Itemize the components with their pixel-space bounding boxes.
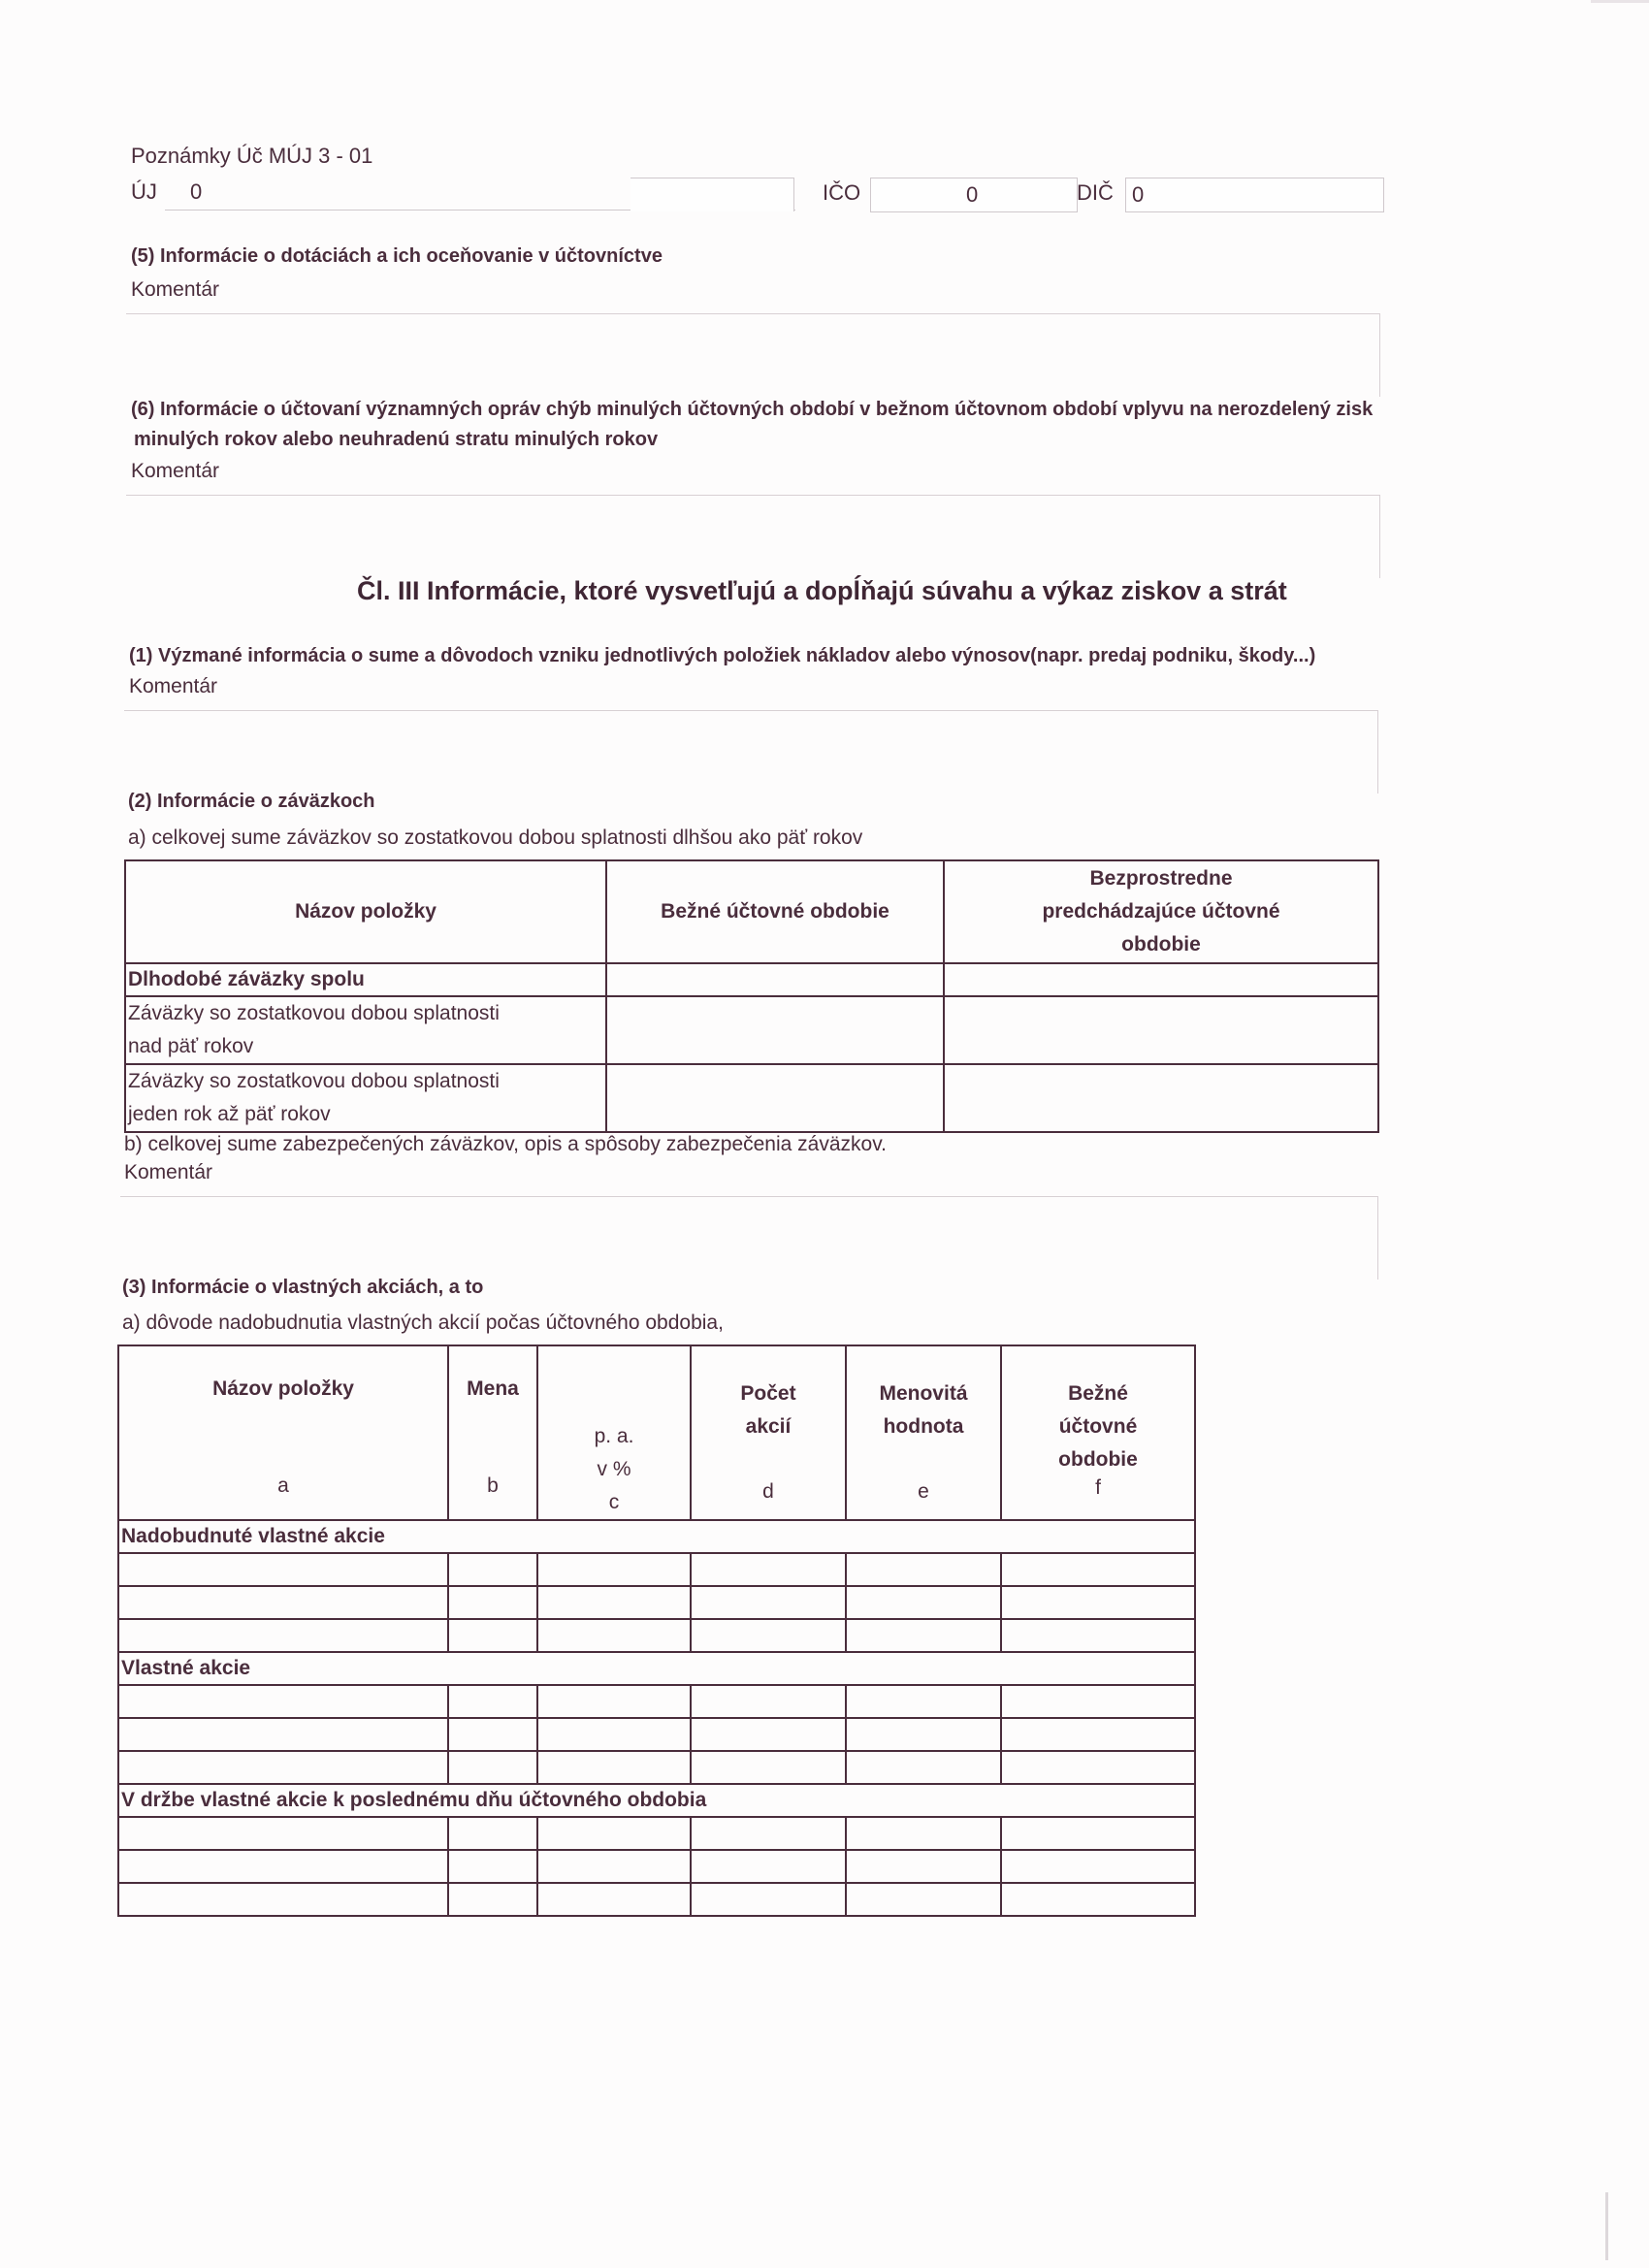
group-own-shares: Vlastné akcie (118, 1652, 1195, 1685)
table-row (118, 1718, 1195, 1751)
c2-sub-b: b) celkovej sume zabezpečených záväzkov, opis a spôsoby zabezpečenia záväzkov. (124, 1133, 887, 1155)
section-6-title-line2: minulých rokov alebo neuhradenú stratu minulých rokov (134, 429, 659, 450)
cell[interactable] (1001, 1883, 1195, 1916)
cell[interactable] (537, 1850, 691, 1883)
uj-label: ÚJ (131, 179, 157, 204)
header-current-period-line2: účtovné (1058, 1415, 1138, 1438)
cell[interactable] (448, 1883, 537, 1916)
cell[interactable] (118, 1751, 448, 1784)
table-row (125, 996, 1378, 1064)
cell[interactable] (691, 1850, 846, 1883)
header-previous-line1: Bezprostredne (1089, 867, 1233, 890)
cell[interactable] (1001, 1718, 1195, 1751)
cell[interactable] (448, 1685, 537, 1718)
table-row (118, 1685, 1195, 1718)
dic-label: DIČ (1077, 180, 1114, 205)
liabilities-table (124, 859, 1379, 1133)
section-6-comment-box[interactable] (126, 495, 1380, 578)
cell[interactable] (846, 1718, 1001, 1751)
form-name: Poznámky Úč MÚJ 3 - 01 (131, 144, 373, 168)
header-share-count-line1: Počet (740, 1382, 796, 1405)
cell-current[interactable] (606, 1064, 944, 1132)
table-row (118, 1619, 1195, 1652)
header-nominal-value-line2: hodnota (883, 1415, 964, 1438)
c2-sub-a: a) celkovej sume záväzkov so zostatkovou dobou splatnosti dlhšou ako päť rokov (128, 826, 863, 849)
cell[interactable] (448, 1718, 537, 1751)
cell[interactable] (448, 1751, 537, 1784)
cell[interactable] (846, 1883, 1001, 1916)
dic-value: 0 (1132, 182, 1145, 207)
cell[interactable] (846, 1850, 1001, 1883)
cell[interactable] (118, 1850, 448, 1883)
header-rate (537, 1345, 691, 1520)
scan-edge-mark (1605, 2192, 1608, 2260)
header-currency-text: Mena (467, 1377, 519, 1400)
header-letter-e: e (918, 1480, 929, 1503)
cell[interactable] (691, 1553, 846, 1586)
header-item-name: Názov položky (125, 860, 606, 963)
row-one-to-five-years (125, 1064, 606, 1132)
cell[interactable] (691, 1883, 846, 1916)
cell[interactable] (448, 1619, 537, 1652)
row-over-five-years (125, 996, 606, 1064)
cell[interactable] (691, 1817, 846, 1850)
section-5-comment-label: Komentár (131, 278, 220, 301)
c3-title: (3) Informácie o vlastných akciách, a to (122, 1277, 484, 1298)
group-row (118, 1520, 1195, 1553)
c3-sub-a: a) dôvode nadobudnutia vlastných akcií počas účtovného obdobia, (122, 1312, 724, 1334)
group-acquired-shares: Nadobudnuté vlastné akcie (118, 1520, 1195, 1553)
table-row (118, 1850, 1195, 1883)
c2-comment-label: Komentár (124, 1161, 213, 1183)
cell[interactable] (691, 1751, 846, 1784)
cell[interactable] (537, 1685, 691, 1718)
header-letter-a: a (277, 1474, 289, 1497)
header-previous-line3: obdobie (1121, 933, 1201, 956)
cell[interactable] (118, 1619, 448, 1652)
header-share-count (691, 1345, 846, 1520)
header-currency (448, 1345, 537, 1520)
cell[interactable] (846, 1685, 1001, 1718)
cell[interactable] (118, 1685, 448, 1718)
c2-title: (2) Informácie o záväzkoch (128, 791, 375, 812)
table-row (118, 1586, 1195, 1619)
cell[interactable] (1001, 1685, 1195, 1718)
header-letter-b: b (487, 1474, 499, 1497)
dic-field[interactable] (1125, 178, 1384, 212)
cell[interactable] (691, 1619, 846, 1652)
cell[interactable] (537, 1883, 691, 1916)
cell[interactable] (118, 1586, 448, 1619)
header-current-period: Bežné účtovné obdobie (606, 860, 944, 963)
header-letter-d: d (762, 1480, 774, 1503)
cell-previous[interactable] (944, 996, 1378, 1064)
cell[interactable] (448, 1586, 537, 1619)
row-over-five-line2: nad päť rokov (128, 1035, 254, 1057)
ico-value: 0 (966, 182, 979, 207)
cell[interactable] (846, 1817, 1001, 1850)
header-letter-f: f (1095, 1476, 1101, 1499)
c1-comment-label: Komentár (129, 675, 218, 697)
ico-label: IČO (823, 180, 861, 205)
table-row (118, 1883, 1195, 1916)
scan-edge-mark (1591, 0, 1649, 3)
cell[interactable] (537, 1751, 691, 1784)
header-rate-line1: p. a. (594, 1425, 634, 1447)
c1-comment-box[interactable] (124, 710, 1378, 794)
cell[interactable] (846, 1619, 1001, 1652)
cell-current[interactable] (606, 963, 944, 996)
group-held-shares: V držbe vlastné akcie k poslednému dňu účtovného obdobia (118, 1784, 1195, 1817)
table-row (125, 963, 1378, 996)
cell[interactable] (537, 1619, 691, 1652)
row-one-to-five-line1: Záväzky so zostatkovou dobou splatnosti (128, 1070, 500, 1092)
header-item-name (118, 1345, 448, 1520)
header-current-period-line1: Bežné (1068, 1382, 1128, 1405)
table-header-row (118, 1345, 1195, 1520)
table-row (118, 1553, 1195, 1586)
cell[interactable] (1001, 1751, 1195, 1784)
uj-field (630, 178, 794, 211)
c1-title: (1) Výzmané informácia o sume a dôvodoch vzniku jednotlivých položiek nákladov alebo výnosov(napr. predaj podniku, škody...) (129, 645, 1316, 666)
cell[interactable] (537, 1586, 691, 1619)
cell[interactable] (1001, 1619, 1195, 1652)
cell-previous[interactable] (944, 1064, 1378, 1132)
table-row (125, 1064, 1378, 1132)
section-5-title: (5) Informácie o dotáciách a ich oceňovanie v účtovníctve (131, 245, 663, 267)
cell-current[interactable] (606, 996, 944, 1064)
ico-field[interactable] (870, 178, 1078, 212)
cell[interactable] (537, 1553, 691, 1586)
cell[interactable] (118, 1883, 448, 1916)
cell[interactable] (691, 1685, 846, 1718)
cell[interactable] (537, 1817, 691, 1850)
uj-value[interactable]: 0 (190, 179, 203, 204)
table-row (118, 1817, 1195, 1850)
header-rate-line2: v % (597, 1458, 631, 1480)
row-long-term-total: Dlhodobé záväzky spolu (125, 963, 606, 996)
cell[interactable] (118, 1817, 448, 1850)
cell[interactable] (1001, 1553, 1195, 1586)
cell[interactable] (846, 1751, 1001, 1784)
cell[interactable] (537, 1718, 691, 1751)
header-current-period-line3: obdobie (1058, 1448, 1138, 1471)
cell[interactable] (1001, 1586, 1195, 1619)
section-5-comment-box[interactable] (126, 313, 1380, 397)
row-over-five-line1: Záväzky so zostatkovou dobou splatnosti (128, 1002, 500, 1024)
cell[interactable] (691, 1718, 846, 1751)
table-header-row (125, 860, 1378, 963)
header-previous-line2: predchádzajúce účtovné (1042, 900, 1280, 923)
cell[interactable] (691, 1586, 846, 1619)
cell[interactable] (1001, 1817, 1195, 1850)
table-row (118, 1751, 1195, 1784)
cell-previous[interactable] (944, 963, 1378, 996)
header-nominal-value (846, 1345, 1001, 1520)
section-6-comment-label: Komentár (131, 460, 220, 482)
header-previous-period (944, 860, 1378, 963)
cell[interactable] (118, 1718, 448, 1751)
group-row (118, 1652, 1195, 1685)
group-row (118, 1784, 1195, 1817)
own-shares-table (117, 1345, 1196, 1917)
row-one-to-five-line2: jeden rok až päť rokov (128, 1103, 331, 1125)
cell[interactable] (1001, 1850, 1195, 1883)
section-6-title-line1: (6) Informácie o účtovaní významných opráv chýb minulých účtovných období v bežnom účtovnom období vplyvu na nerozdelený zisk (131, 399, 1374, 420)
cell[interactable] (846, 1586, 1001, 1619)
header-current-period (1001, 1345, 1195, 1520)
cell[interactable] (846, 1553, 1001, 1586)
c2-comment-box[interactable] (120, 1196, 1378, 1280)
cell[interactable] (118, 1553, 448, 1586)
cell[interactable] (448, 1850, 537, 1883)
header-item-name-text: Názov položky (212, 1377, 354, 1400)
cell[interactable] (448, 1817, 537, 1850)
chapter-heading: Čl. III Informácie, ktoré vysvetľujú a dopĺňajú súvahu a výkaz ziskov a strát (357, 576, 1287, 605)
header-letter-c: c (608, 1491, 620, 1513)
header-share-count-line2: akcií (745, 1415, 792, 1438)
cell[interactable] (448, 1553, 537, 1586)
header-nominal-value-line1: Menovitá (879, 1382, 968, 1405)
